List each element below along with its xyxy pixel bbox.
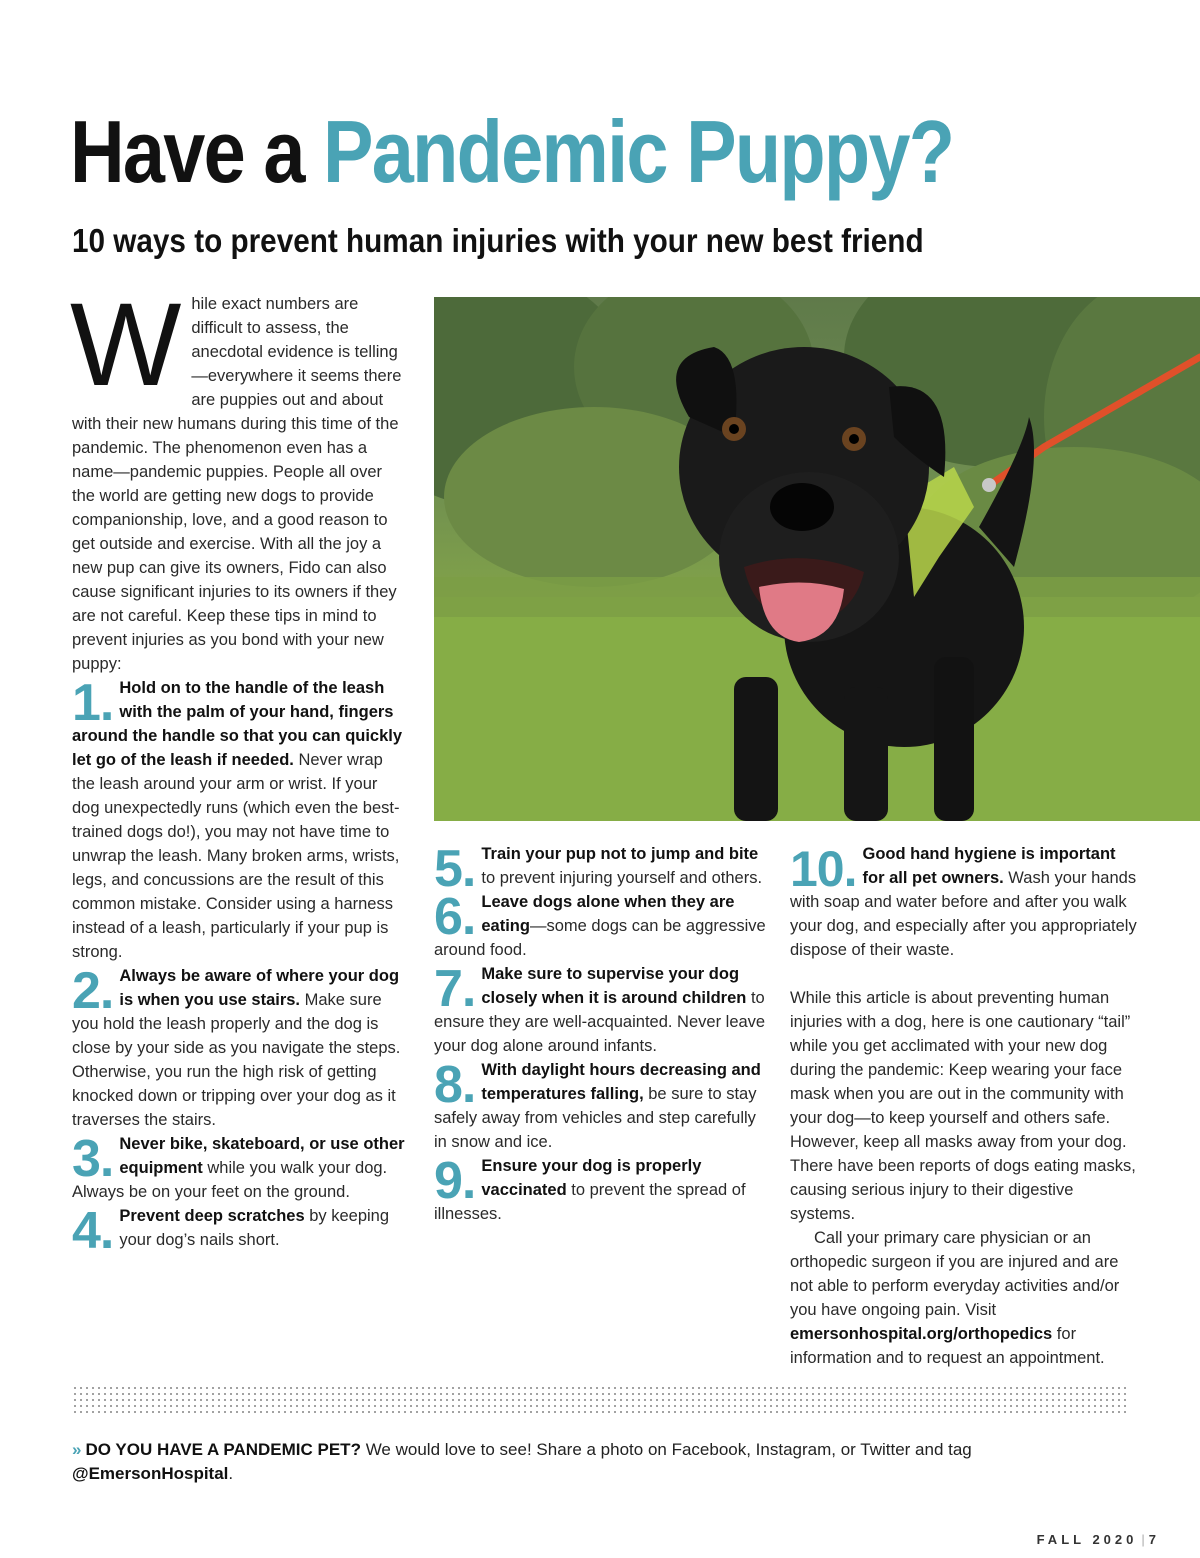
tip-heading: Prevent deep scratches [119,1207,305,1225]
closing-paragraph-1: While this article is about preventing human injuries with a dog, here is one cautionary “tail” while you get acclimated with your new dog during the pandemic: Keep wearing your face mask when you are out in the community with your dog—to keep yourself and others safe. However, keep all masks away from your dog. There have been reports of dogs eating masks, causing serious injury to their digestive systems. [790,989,1136,1223]
tip-number: 1. [72,674,114,732]
page-number: 7 [1148,1532,1156,1547]
tip-3 [72,1132,408,1204]
tip-heading: Always be aware of where your dog is when you use stairs. [119,967,400,1009]
cta-end: . [228,1464,234,1483]
tip-body: to ensure they are well-acquainted. Never leave your dog alone around infants. [434,989,766,1055]
tip-heading: Leave dogs alone when they are eating [481,893,735,935]
tip-body: Make sure you hold the leash properly and the dog is close by your side as you navigate the steps. Otherwise, you run the high risk of getting knocked down or tripping over your dog as it traverses the stairs. [72,991,401,1129]
tip-body: to prevent the spread of illnesses. [434,1181,746,1223]
tip-number: 9. [434,1152,476,1210]
tip-5 [434,840,770,898]
footer-separator: | [1141,1532,1145,1547]
tip-body: by keeping your dog’s nails short. [119,1207,390,1249]
dog-photo [434,297,1200,821]
tip-heading: With daylight hours decreasing and temperatures falling, [481,1061,761,1103]
dropcap: W [70,279,182,411]
tip-number: 5. [434,840,476,898]
tip-body: while you walk your dog. Always be on your feet on the ground. [72,1159,388,1201]
tip-heading: Hold on to the handle of the leash with the palm of your hand, fingers around the handle so that you can quickly let go of the leash if needed. [72,679,403,769]
call-to-action [72,1438,1072,1486]
tip-body: Wash your hands with soap and water before and after you walk your dog, and especially after you appropriately dispose of their waste. [790,869,1137,959]
tip-heading: Never bike, skateboard, or use other equipment [119,1135,405,1177]
column-left [70,279,408,1260]
closing-text-end: for information and to request an appointment. [790,1325,1105,1367]
closing-text-start: Call your primary care physician or an orthopedic surgeon if you are injured and are not able to perform everyday activities and/or you have ongoing pain. Visit [790,1229,1120,1319]
tip-heading: Make sure to supervise your dog closely when it is around children [481,965,747,1007]
tip-1 [72,676,408,964]
tip-number: 10. [790,841,857,897]
tip-body: —some dogs can be aggressive around food. [434,917,766,959]
dotted-divider [72,1385,1130,1417]
closing-paragraph-2 [790,1226,1138,1370]
tip-7 [434,962,770,1058]
intro-text: hile exact numbers are difficult to assess, the anecdotal evidence is telling—everywhere it seems there are puppies out and about with their new humans during this time of the pandemic. The phenomenon even has a name—pandemic puppies. People all over the world are getting new dogs to provide companionship, love, and a good reason to get outside and exercise. With all the joy a new pup can give its owners, Fido can also cause significant injuries to its owners if they are not careful. Keep these tips in mind to prevent injuries as you bond with your new puppy: [72,295,402,673]
tip-9 [434,1154,770,1226]
tip-body: to prevent injuring yourself and others. [481,869,763,887]
tip-number: 2. [72,962,114,1020]
tip-number: 7. [434,960,476,1018]
tip-8 [434,1058,770,1154]
page-footer [1037,1532,1156,1547]
cta-text: We would love to see! Share a photo on Facebook, Instagram, or Twitter and tag [360,1440,972,1459]
intro-paragraph [70,279,408,676]
title-part-2: Pandemic Puppy? [323,102,954,201]
social-handle[interactable]: @EmersonHospital [72,1464,229,1483]
orthopedics-link[interactable]: emersonhospital.org/orthopedics [790,1325,1053,1343]
tip-number: 4. [72,1202,114,1260]
tip-body: Never wrap the leash around your arm or wrist. If your dog unexpectedly runs (which even the best-trained dogs do!), you may not have time to unwrap the leash. Many broken arms, wrists, legs, and concussions are the result of this common mistake. Consider using a harness instead of a leash, particularly if your pup is strong. [72,751,400,961]
tip-heading: Good hand hygiene is important for all pet owners. [862,845,1116,887]
page-title [70,102,954,201]
issue-label: FALL 2020 [1036,1532,1138,1547]
cta-heading: DO YOU HAVE A PANDEMIC PET? [85,1440,361,1459]
tip-10 [790,842,1138,962]
tip-number: 6. [434,888,476,946]
page-subtitle: 10 ways to prevent human injuries with your new best friend [72,222,924,259]
tip-body: be sure to stay safely away from vehicles and step carefully in snow and ice. [434,1085,757,1151]
tip-4 [72,1202,408,1260]
tip-number: 3. [72,1130,114,1188]
tip-heading: Ensure your dog is properly vaccinated [481,1157,702,1199]
column-right [790,842,1138,1370]
tip-heading: Train your pup not to jump and bite [481,845,759,863]
tip-6 [434,890,770,962]
chevron-icon: » [72,1440,82,1459]
dog-illustration [434,297,1200,821]
title-part-1: Have a [70,102,324,201]
column-middle [434,842,770,1226]
tip-number: 8. [434,1056,476,1114]
tip-2 [72,964,408,1132]
